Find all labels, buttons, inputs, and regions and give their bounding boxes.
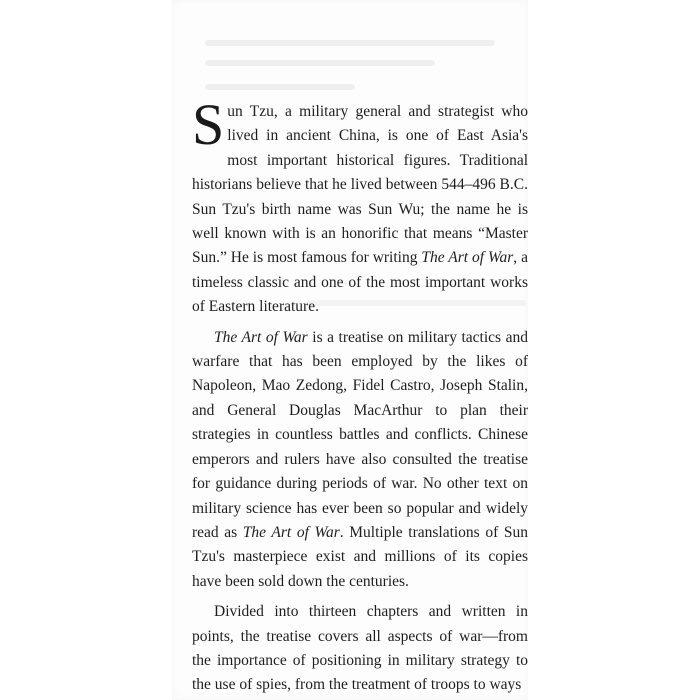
paragraph-2 bbox=[192, 326, 528, 594]
book-title: The Art of War bbox=[214, 328, 308, 346]
show-through-text bbox=[205, 84, 355, 90]
body-text bbox=[192, 92, 528, 700]
book-title: The Art of War bbox=[242, 523, 340, 541]
show-through-text bbox=[205, 60, 435, 66]
show-through-text bbox=[205, 40, 495, 46]
drop-cap: S bbox=[192, 92, 225, 157]
paragraph-1-text: un Tzu, a military general and strategist who lived in ancient China, is one of East Asia's most important historical figures. Traditional historians believe that he lived between 544–496 B.C. Sun Tzu's birth name was Sun Wu; the name he is well known with is an honorific that means “Master Sun.” He is most famous for writing bbox=[192, 103, 528, 267]
paragraph-1-text-end: , a timeless classic and one of the most important works of Eastern literature. bbox=[192, 249, 528, 316]
paragraph-3-text: Divided into thirteen chapters and written in points, the treatise covers all aspects of war—from the importance of positioning in military strategy to the use of spies, from the treatment of troops to ways bbox=[192, 603, 528, 694]
paragraph-2-text-end: . Multiple translations of Sun Tzu's masterpiece exist and millions of its copies have been sold down the centuries. bbox=[192, 523, 528, 590]
paragraph-1 bbox=[192, 92, 528, 320]
paragraph-3 bbox=[192, 600, 528, 698]
paragraph-2-text: is a treatise on military tactics and warfare that has been employed by the likes of Napoleon, Mao Zedong, Fidel Castro, Joseph Stalin, and General Douglas MacArthur to plan their strategies in countless battles and conflicts. Chinese emperors and rulers have also consulted the treatise for guidance during periods of war. No other text on military science has ever been so popular and widely read as bbox=[192, 328, 528, 541]
book-title: The Art of War bbox=[421, 249, 514, 267]
